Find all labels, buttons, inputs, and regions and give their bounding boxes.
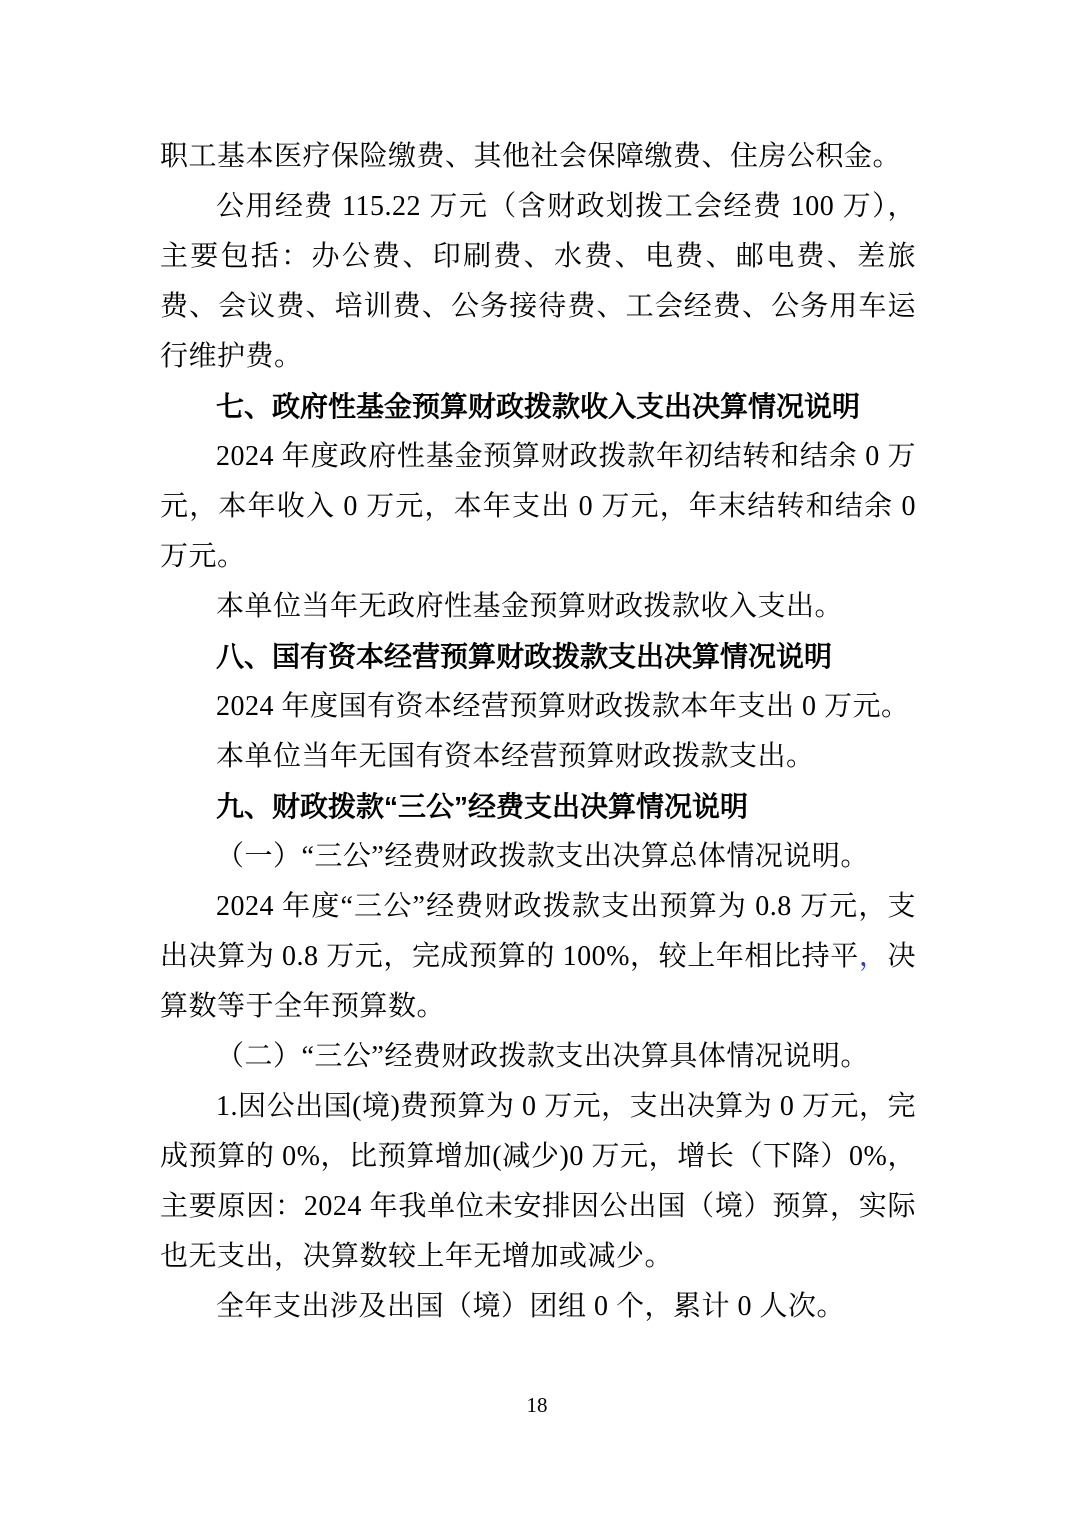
text-run: （一）“三公”经费财政拨款支出决算总体情况说明。 (216, 841, 869, 872)
text-run: 全年支出涉及出国（境）团组 0 个，累计 0 人次。 (216, 1291, 846, 1322)
document-body (160, 132, 916, 1332)
text-run: （二）“三公”经费财政拨款支出决算具体情况说明。 (216, 1041, 869, 1072)
paragraph (160, 182, 916, 382)
paragraph (160, 1082, 916, 1282)
text-run: 决算数等于全年预算数。 (160, 941, 916, 1022)
text-run: 公用经费 115.22 万元（含财政划拨工会经费 100 万），主要包括：办公费、印刷费、水费、电费、邮电费、差旅费、会议费、培训费、公务接待费、工会经费、公务用车运行维护费。 (160, 191, 916, 372)
paragraph (160, 1032, 916, 1082)
text-run: 2024 年度国有资本经营预算财政拨款本年支出 0 万元。 (216, 691, 910, 722)
text-run: 1.因公出国(境)费预算为 0 万元，支出决算为 0 万元，完成预算的 0%，比预算增加(减少)0 万元，增长（下降）0%，主要原因：2024 年我单位未安排因公出国（境）预算，实际也无支出，决算数较上年无增加或减少。 (160, 1091, 916, 1272)
paragraph (160, 732, 916, 782)
paragraph (160, 882, 916, 1032)
section-heading (160, 632, 916, 682)
section-heading (160, 782, 916, 832)
text-run: 2024 年度政府性基金预算财政拨款年初结转和结余 0 万元，本年收入 0 万元，本年支出 0 万元，年末结转和结余 0 万元。 (160, 441, 916, 572)
text-run: 八、国有资本经营预算财政拨款支出决算情况说明 (216, 641, 833, 672)
text-run: 七、政府性基金预算财政拨款收入支出决算情况说明 (216, 391, 861, 422)
page-number: 18 (526, 1393, 548, 1417)
text-run: ， (858, 941, 888, 972)
text-run: 职工基本医疗保险缴费、其他社会保障缴费、住房公积金。 (160, 141, 902, 172)
text-run: 本单位当年无国有资本经营预算财政拨款支出。 (216, 741, 815, 772)
paragraph (160, 682, 916, 732)
text-run: 九、财政拨款“三公”经费支出决算情况说明 (216, 791, 749, 822)
text-run: 2024 年度“三公”经费财政拨款支出预算为 0.8 万元，支出决算为 0.8 万元，完成预算的 100%，较上年相比持平 (160, 891, 916, 972)
paragraph (160, 582, 916, 632)
section-heading (160, 382, 916, 432)
paragraph (160, 1282, 916, 1332)
paragraph (160, 832, 916, 882)
text-run: 本单位当年无政府性基金预算财政拨款收入支出。 (216, 591, 844, 622)
paragraph (160, 432, 916, 582)
paragraph (160, 132, 916, 182)
